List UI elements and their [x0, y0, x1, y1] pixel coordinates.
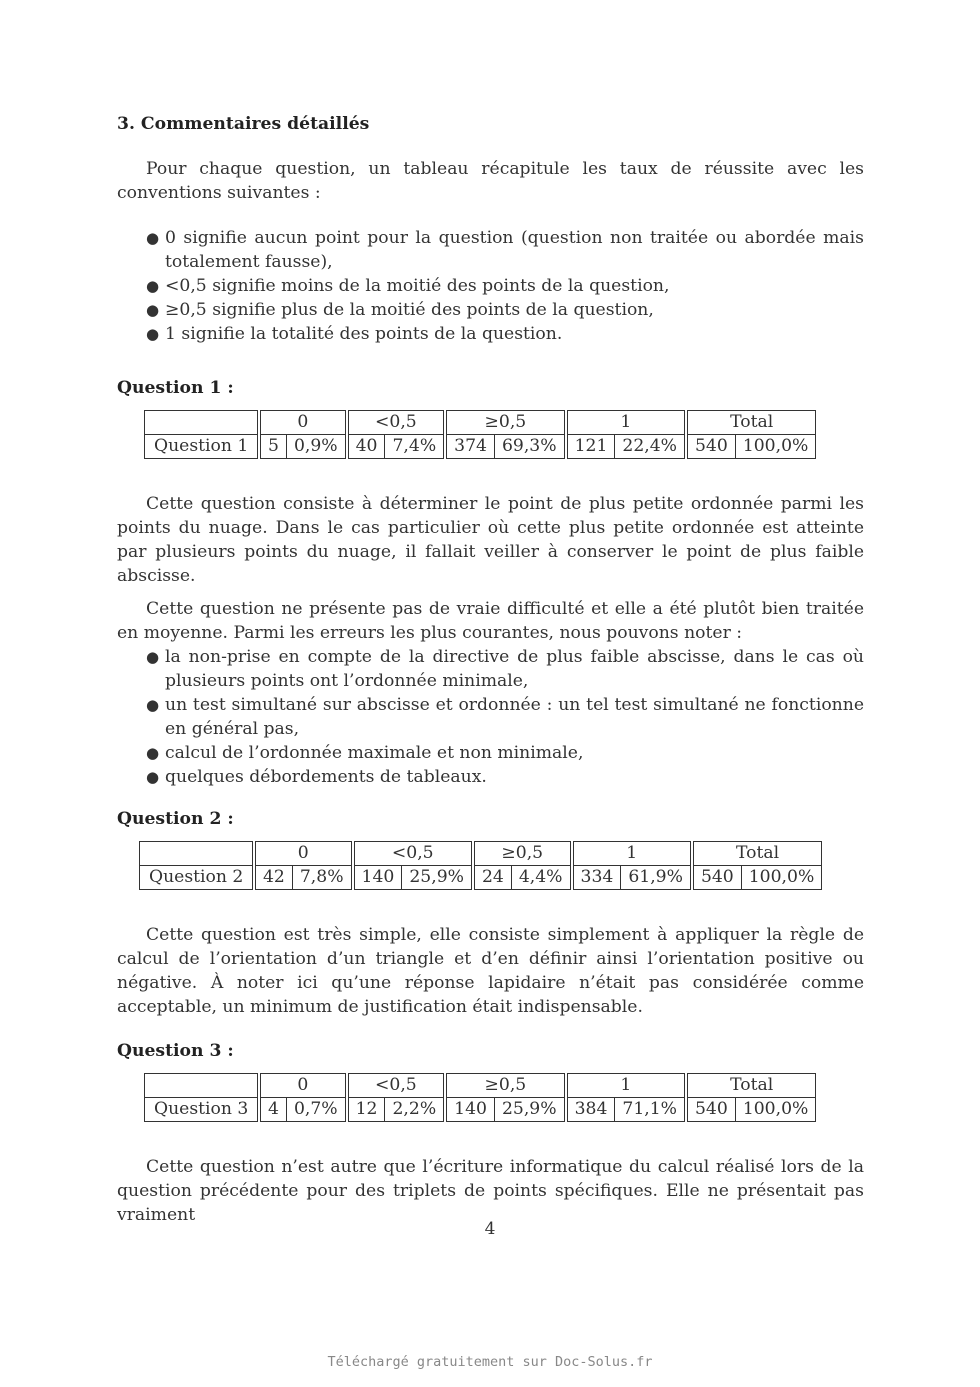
table-header-row [140, 842, 822, 866]
question-1-paragraph: Cette question ne présente pas de vraie difficulté et elle a été plutôt bien traitée en moyenne. Parmi les erreurs les plus courantes, nous pouvons noter : [117, 599, 864, 643]
table-cell [145, 411, 260, 435]
table-cell: 22,4% [615, 435, 686, 459]
table-cell: 4,4% [511, 866, 571, 890]
table-header-cell: 1 [566, 1074, 686, 1098]
table-cell: 69,3% [494, 435, 565, 459]
table-cell: 540 [692, 866, 741, 890]
table-header-cell: 0 [259, 1074, 347, 1098]
bullet-icon: ● [146, 229, 160, 247]
table-header-cell: 0 [254, 842, 353, 866]
table-cell: 2,2% [385, 1098, 445, 1122]
table-row [140, 866, 822, 890]
table-cell: 42 [254, 866, 292, 890]
table-cell: 540 [686, 1098, 735, 1122]
table-cell: 100,0% [735, 1098, 816, 1122]
conventions-list [117, 226, 864, 346]
list-item: ● calcul de l’ordonnée maximale et non minimale, [146, 743, 584, 763]
bullet-icon: ● [146, 744, 160, 762]
question-1-table [144, 410, 816, 459]
table-row-label: Question 3 [145, 1098, 260, 1122]
list-item: ● 1 signifie la totalité des points de la question. [146, 324, 563, 344]
list-item: ● ≥0,5 signifie plus de la moitié des points de la question, [146, 300, 654, 320]
table-header-row [145, 411, 816, 435]
table-header-cell: ≥0,5 [445, 1074, 565, 1098]
table-header-cell: Total [692, 842, 822, 866]
intro-paragraph: Pour chaque question, un tableau récapitule les taux de réussite avec les conventions suivantes : [117, 159, 864, 203]
bullet-icon: ● [146, 768, 160, 786]
section-title: 3. Commentaires détaillés [117, 114, 370, 134]
list-item: ● la non-prise en compte de la directive de plus faible abscisse, dans le cas où plusieurs points ont l’ordonnée minimale, [146, 647, 864, 691]
list-item: ● 0 signifie aucun point pour la question (question non traitée ou abordée mais totalement fausse), [146, 228, 864, 272]
table-cell: 0,7% [286, 1098, 346, 1122]
table-cell: 71,1% [615, 1098, 686, 1122]
bullet-icon: ● [146, 648, 160, 666]
table-cell: 334 [572, 866, 621, 890]
table-header-cell: Total [686, 411, 816, 435]
question-2-table [139, 841, 822, 890]
table-header-cell: Total [686, 1074, 816, 1098]
question-1-heading: Question 1 : [117, 378, 234, 398]
table-cell: 25,9% [402, 866, 473, 890]
list-item: ● quelques débordements de tableaux. [146, 767, 487, 787]
bullet-icon: ● [146, 696, 160, 714]
question-1-errors-list [117, 645, 864, 789]
table-cell: 25,9% [494, 1098, 565, 1122]
list-item: ● <0,5 signifie moins de la moitié des points de la question, [146, 276, 670, 296]
bullet-icon: ● [146, 325, 160, 343]
table-header-cell: ≥0,5 [473, 842, 572, 866]
table-cell: 100,0% [735, 435, 816, 459]
table-header-cell: <0,5 [353, 842, 473, 866]
table-cell [140, 842, 255, 866]
table-header-cell: <0,5 [347, 411, 446, 435]
table-header-row [145, 1074, 816, 1098]
table-cell: 384 [566, 1098, 615, 1122]
table-row [145, 435, 816, 459]
page-content [117, 112, 864, 1227]
table-cell: 61,9% [621, 866, 692, 890]
table-cell: 5 [259, 435, 286, 459]
table-cell: 7,8% [292, 866, 352, 890]
question-3-table [144, 1073, 816, 1122]
table-header-cell: <0,5 [347, 1074, 446, 1098]
question-1-paragraph: Cette question consiste à déterminer le point de plus petite ordonnée parmi les points du nuage. Dans le cas particulier où cette plus petite ordonnée est atteinte par plusieurs points du nuage, il fallait veiller à conserver le point de plus faible abscisse. [117, 494, 864, 586]
download-footer: Téléchargé gratuitement sur Doc-Solus.fr [327, 1354, 653, 1370]
table-cell: 140 [445, 1098, 494, 1122]
table-cell: 40 [347, 435, 385, 459]
list-item: ● un test simultané sur abscisse et ordonnée : un tel test simultané ne fonctionne en général pas, [146, 695, 864, 739]
table-header-cell: 1 [566, 411, 686, 435]
question-3-paragraph: Cette question n’est autre que l’écriture informatique du calcul réalisé lors de la question précédente pour des triplets de points spécifiques. Elle ne présentait pas vraiment [117, 1157, 864, 1225]
table-header-cell: 1 [572, 842, 692, 866]
bullet-icon: ● [146, 277, 160, 295]
table-cell [145, 1074, 260, 1098]
table-cell: 540 [686, 435, 735, 459]
table-cell: 12 [347, 1098, 385, 1122]
table-cell: 7,4% [385, 435, 445, 459]
table-cell: 374 [445, 435, 494, 459]
table-cell: 0,9% [286, 435, 346, 459]
table-row [145, 1098, 816, 1122]
table-cell: 140 [353, 866, 402, 890]
table-row-label: Question 2 [140, 866, 255, 890]
question-2-heading: Question 2 : [117, 809, 234, 829]
question-3-heading: Question 3 : [117, 1041, 234, 1061]
table-header-cell: 0 [259, 411, 347, 435]
table-cell: 121 [566, 435, 615, 459]
table-cell: 100,0% [741, 866, 822, 890]
question-2-paragraph: Cette question est très simple, elle consiste simplement à appliquer la règle de calcul de l’orientation d’un triangle et d’en définir ainsi l’orientation positive ou négative. À noter ici qu’une réponse lapidaire n’était pas considérée comme acceptable, un minimum de justification était indispensable. [117, 925, 864, 1017]
table-cell: 4 [259, 1098, 286, 1122]
bullet-icon: ● [146, 301, 160, 319]
table-header-cell: ≥0,5 [445, 411, 565, 435]
page-number: 4 [484, 1219, 496, 1239]
table-row-label: Question 1 [145, 435, 260, 459]
table-cell: 24 [473, 866, 511, 890]
